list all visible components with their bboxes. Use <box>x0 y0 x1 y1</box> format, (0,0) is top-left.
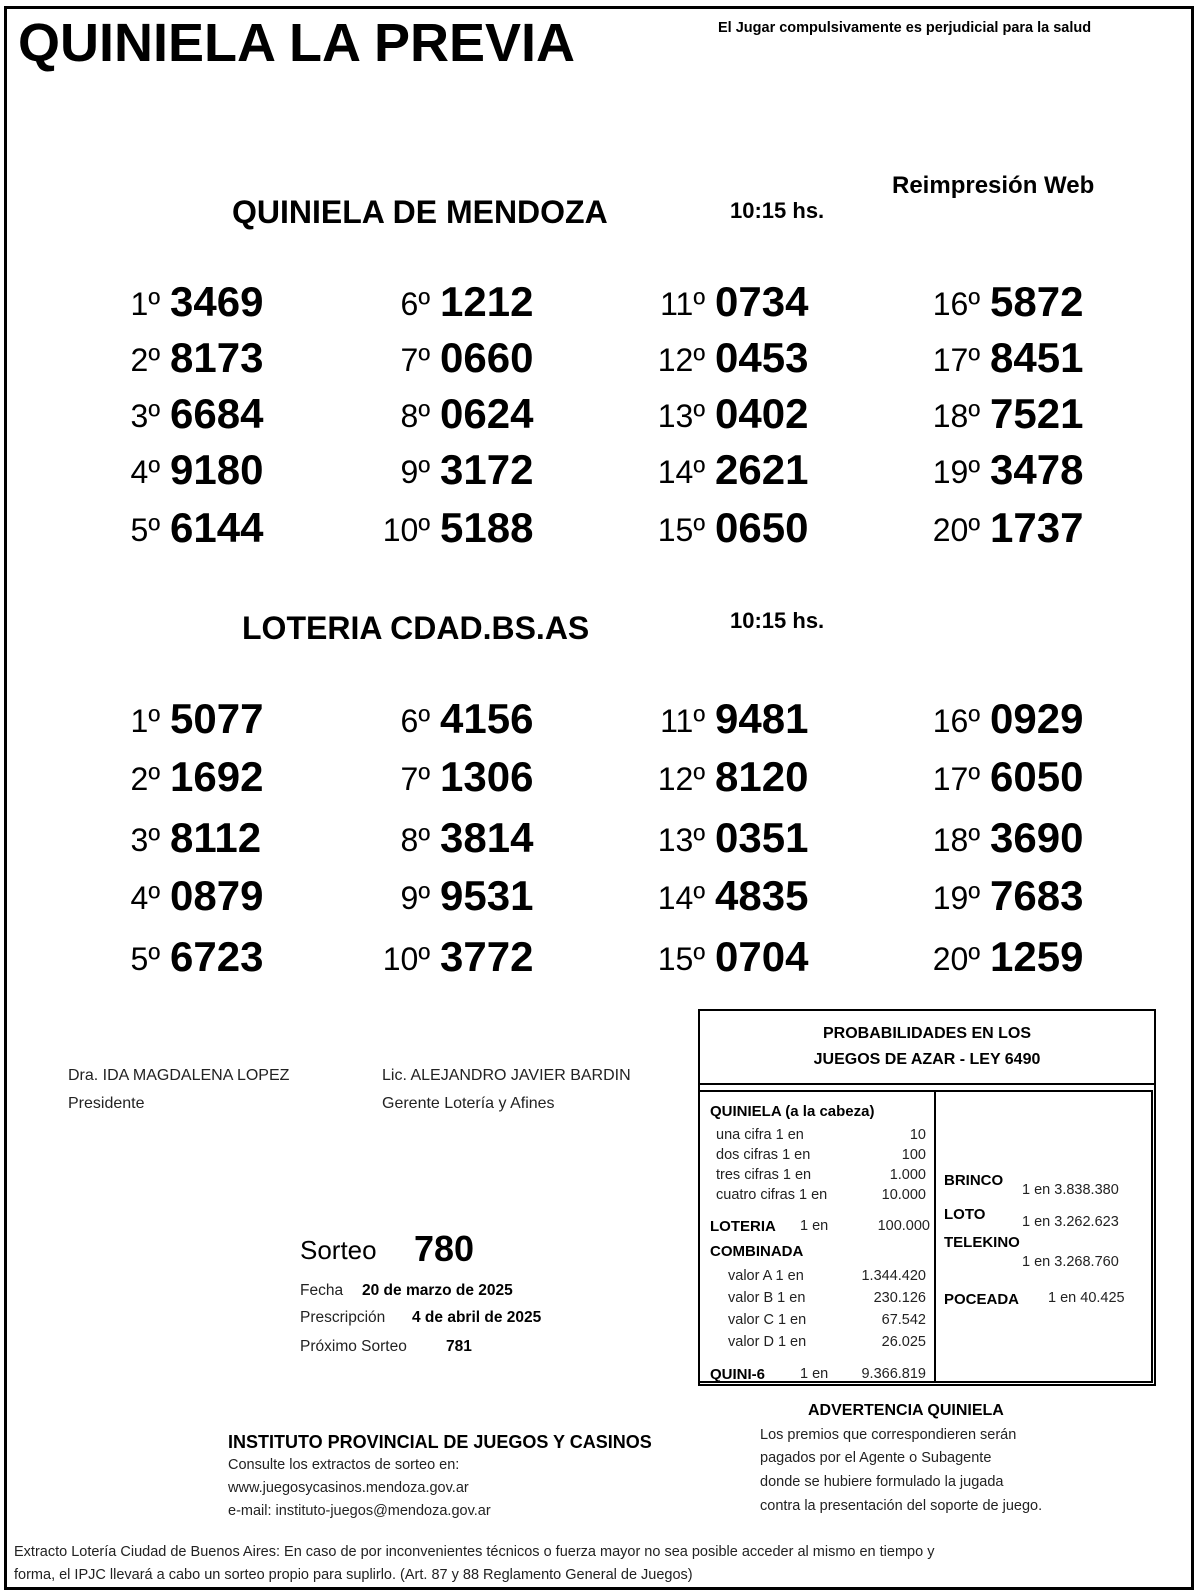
prob-row-label: dos cifras 1 en <box>716 1147 811 1163</box>
result-position: 16º <box>932 703 980 739</box>
prescripcion-value: 4 de abril de 2025 <box>412 1309 542 1326</box>
result-number: 3690 <box>990 814 1084 861</box>
result-cell <box>60 933 310 983</box>
result-cell <box>60 334 310 384</box>
result-position: 6º <box>400 703 430 739</box>
result-position: 12º <box>657 761 705 797</box>
result-position: 11º <box>660 703 705 739</box>
advertencia-line: pagados por el Agente o Subagente <box>760 1450 992 1466</box>
footer-note-line1: Extracto Lotería Ciudad de Buenos Aires: En caso de por inconvenientes técnicos o fuerza mayor no sea posible acceder al mismo en tiempo y <box>14 1544 935 1560</box>
prescripcion-label: Prescripción <box>300 1309 386 1326</box>
sorteo-label: Sorteo <box>300 1235 377 1265</box>
result-position: 3º <box>130 398 160 434</box>
result-cell <box>880 872 1130 922</box>
result-number: 0660 <box>440 334 534 381</box>
result-position: 7º <box>400 761 430 797</box>
fecha-label: Fecha <box>300 1282 344 1299</box>
signatory-left-name: Dra. IDA MAGDALENA LOPEZ <box>68 1067 290 1084</box>
result-position: 13º <box>657 822 705 858</box>
poceada-prob-value: 1 en 40.425 <box>1048 1290 1125 1306</box>
prob-row-value: 1.344.420 <box>861 1268 926 1284</box>
probabilities-title-line2: JUEGOS DE AZAR - LEY 6490 <box>813 1051 1041 1068</box>
result-number: 4156 <box>440 695 534 742</box>
proximo-sorteo-label: Próximo Sorteo <box>300 1338 407 1355</box>
signatory-left-role: Presidente <box>68 1095 145 1112</box>
result-cell <box>605 695 855 745</box>
result-position: 8º <box>400 822 430 858</box>
result-position: 4º <box>130 454 160 490</box>
prob-row-label: valor C 1 en <box>728 1312 807 1328</box>
advertencia-title: ADVERTENCIA QUINIELA <box>808 1402 1004 1419</box>
result-number: 0929 <box>990 695 1084 742</box>
result-position: 15º <box>657 941 705 977</box>
result-cell <box>605 933 855 983</box>
result-cell <box>60 504 310 554</box>
brinco-prob-value: 1 en 3.838.380 <box>1022 1182 1119 1198</box>
result-cell <box>605 278 855 328</box>
result-position: 9º <box>400 880 430 916</box>
result-cell <box>60 390 310 440</box>
prob-row-label: valor A 1 en <box>728 1268 804 1284</box>
result-cell <box>330 278 580 328</box>
reprint-label: Reimpresión Web <box>892 172 1095 199</box>
poceada-prob-label: POCEADA <box>944 1291 1020 1308</box>
result-number: 9481 <box>715 695 809 742</box>
result-cell <box>605 753 855 803</box>
result-cell <box>330 390 580 440</box>
result-cell <box>330 933 580 983</box>
result-cell <box>330 814 580 864</box>
result-number: 9180 <box>170 446 264 493</box>
result-number: 3469 <box>170 278 264 325</box>
result-number: 8112 <box>170 814 262 861</box>
result-number: 0624 <box>440 390 534 437</box>
quiniela-prob-heading: QUINIELA (a la cabeza) <box>710 1103 875 1120</box>
result-number: 5077 <box>170 695 264 742</box>
result-cell <box>605 872 855 922</box>
loteria-prob-mid: 1 en <box>800 1218 829 1234</box>
result-number: 5188 <box>440 504 534 551</box>
mendoza-draw-time: 10:15 hs. <box>730 198 825 223</box>
result-number: 0704 <box>715 933 809 980</box>
advertencia-line: contra la presentación del soporte de juego. <box>760 1498 1043 1514</box>
brinco-prob-label: BRINCO <box>944 1172 1004 1189</box>
proximo-sorteo-value: 781 <box>446 1338 472 1355</box>
prob-row-value: 26.025 <box>881 1334 926 1350</box>
result-cell <box>605 446 855 496</box>
result-position: 2º <box>130 761 160 797</box>
result-cell <box>605 334 855 384</box>
result-position: 15º <box>657 512 705 548</box>
result-number: 0453 <box>715 334 809 381</box>
result-position: 5º <box>130 941 160 977</box>
result-number: 8120 <box>715 753 809 800</box>
probabilities-title-line1: PROBABILIDADES EN LOS <box>822 1025 1031 1042</box>
prob-row-value: 67.542 <box>881 1312 926 1328</box>
result-cell <box>880 278 1130 328</box>
result-number: 6723 <box>170 933 264 980</box>
result-number: 6144 <box>170 504 264 551</box>
result-cell <box>880 390 1130 440</box>
prob-row-label: valor B 1 en <box>728 1290 806 1306</box>
result-number: 7683 <box>990 872 1084 919</box>
prob-row-value: 10 <box>909 1127 926 1143</box>
result-number: 0402 <box>715 390 809 437</box>
telekino-prob-value: 1 en 3.268.760 <box>1022 1254 1119 1270</box>
result-cell <box>60 814 310 864</box>
result-position: 18º <box>932 822 980 858</box>
result-cell <box>880 814 1130 864</box>
loteria-prob-value: 100.000 <box>877 1218 930 1234</box>
prob-row-label: valor D 1 en <box>728 1334 807 1350</box>
result-position: 14º <box>657 880 705 916</box>
result-position: 10º <box>382 512 430 548</box>
page-title: QUINIELA LA PREVIA <box>18 13 576 73</box>
result-cell <box>60 446 310 496</box>
result-number: 2621 <box>715 446 809 493</box>
mendoza-section-title: QUINIELA DE MENDOZA <box>232 194 608 230</box>
result-cell <box>880 695 1130 745</box>
result-cell <box>330 753 580 803</box>
result-number: 4835 <box>715 872 809 919</box>
sorteo-number: 780 <box>414 1228 475 1269</box>
result-number: 6050 <box>990 753 1084 800</box>
footer-note-line2: forma, el IPJC llevará a cabo un sorteo propio para suplirlo. (Art. 87 y 88 Reglamento General de Juegos) <box>14 1567 693 1583</box>
prob-row-label: cuatro cifras 1 en <box>716 1187 828 1203</box>
result-position: 16º <box>932 286 980 322</box>
prob-row-value: 1.000 <box>889 1167 926 1183</box>
result-position: 8º <box>400 398 430 434</box>
result-cell <box>60 753 310 803</box>
result-position: 17º <box>932 342 980 378</box>
result-number: 3172 <box>440 446 534 493</box>
fecha-value: 20 de marzo de 2025 <box>362 1282 513 1299</box>
result-position: 18º <box>932 398 980 434</box>
result-position: 14º <box>657 454 705 490</box>
result-number: 0879 <box>170 872 264 919</box>
signatory-right-name: Lic. ALEJANDRO JAVIER BARDIN <box>382 1067 631 1084</box>
result-cell <box>880 753 1130 803</box>
result-position: 1º <box>130 286 160 322</box>
result-number: 7521 <box>990 390 1084 437</box>
result-number: 9531 <box>440 872 534 919</box>
result-cell <box>330 446 580 496</box>
result-number: 6684 <box>170 390 264 437</box>
result-cell <box>605 504 855 554</box>
result-number: 3478 <box>990 446 1084 493</box>
result-position: 2º <box>130 342 160 378</box>
result-cell <box>880 504 1130 554</box>
result-position: 19º <box>932 880 980 916</box>
result-position: 11º <box>660 286 705 322</box>
result-number: 1306 <box>440 753 534 800</box>
quini6-prob-value: 9.366.819 <box>861 1366 926 1382</box>
result-position: 3º <box>130 822 160 858</box>
result-position: 20º <box>932 512 980 548</box>
result-position: 1º <box>130 703 160 739</box>
result-cell <box>330 872 580 922</box>
result-position: 6º <box>400 286 430 322</box>
result-number: 3814 <box>440 814 534 861</box>
result-number: 8173 <box>170 334 264 381</box>
result-cell <box>880 933 1130 983</box>
result-position: 12º <box>657 342 705 378</box>
result-cell <box>60 695 310 745</box>
health-warning: El Jugar compulsivamente es perjudicial para la salud <box>718 20 1092 36</box>
result-cell <box>880 446 1130 496</box>
result-cell <box>605 390 855 440</box>
result-cell <box>330 695 580 745</box>
result-number: 1737 <box>990 504 1084 551</box>
prob-row-label: una cifra 1 en <box>716 1127 804 1143</box>
result-number: 8451 <box>990 334 1084 381</box>
result-cell <box>60 278 310 328</box>
result-position: 20º <box>932 941 980 977</box>
result-number: 3772 <box>440 933 534 980</box>
prob-row-label: tres cifras 1 en <box>716 1167 812 1183</box>
loteria-prob-label: LOTERIA <box>710 1218 776 1235</box>
result-position: 4º <box>130 880 160 916</box>
institute-title: INSTITUTO PROVINCIAL DE JUEGOS Y CASINOS <box>228 1432 652 1452</box>
institute-website[interactable]: www.juegosycasinos.mendoza.gov.ar <box>228 1480 469 1496</box>
quini6-prob-label: QUINI-6 <box>710 1366 766 1383</box>
loto-prob-value: 1 en 3.262.623 <box>1022 1214 1119 1230</box>
advertencia-line: donde se hubiere formulado la jugada <box>760 1474 1004 1490</box>
result-position: 17º <box>932 761 980 797</box>
result-number: 0734 <box>715 278 809 325</box>
result-cell <box>605 814 855 864</box>
prob-row-value: 230.126 <box>873 1290 926 1306</box>
result-cell <box>880 334 1130 384</box>
prob-row-value: 100 <box>901 1147 926 1163</box>
advertencia-line: Los premios que correspondieren serán <box>760 1427 1017 1443</box>
probabilities-column-divider <box>934 1092 936 1382</box>
institute-email[interactable]: e-mail: instituto-juegos@mendoza.gov.ar <box>228 1503 491 1519</box>
result-cell <box>60 872 310 922</box>
result-number: 1212 <box>440 278 534 325</box>
combinada-prob-heading: COMBINADA <box>710 1243 804 1260</box>
result-position: 5º <box>130 512 160 548</box>
result-position: 10º <box>382 941 430 977</box>
probabilities-header <box>700 1011 1154 1085</box>
result-position: 19º <box>932 454 980 490</box>
prob-row-value: 10.000 <box>881 1187 926 1203</box>
quini6-prob-mid: 1 en <box>800 1366 829 1382</box>
signatory-right-role: Gerente Lotería y Afines <box>382 1095 555 1112</box>
result-cell <box>330 334 580 384</box>
result-position: 7º <box>400 342 430 378</box>
result-number: 1692 <box>170 753 264 800</box>
loteria-section-title: LOTERIA CDAD.BS.AS <box>242 610 590 646</box>
loto-prob-label: LOTO <box>944 1206 986 1223</box>
result-number: 1259 <box>990 933 1084 980</box>
result-number: 0650 <box>715 504 809 551</box>
telekino-prob-label: TELEKINO <box>944 1234 1020 1251</box>
result-number: 0351 <box>715 814 809 861</box>
institute-line-consult: Consulte los extractos de sorteo en: <box>228 1457 460 1473</box>
result-number: 5872 <box>990 278 1084 325</box>
result-cell <box>330 504 580 554</box>
result-position: 9º <box>400 454 430 490</box>
result-position: 13º <box>657 398 705 434</box>
loteria-draw-time: 10:15 hs. <box>730 608 825 633</box>
